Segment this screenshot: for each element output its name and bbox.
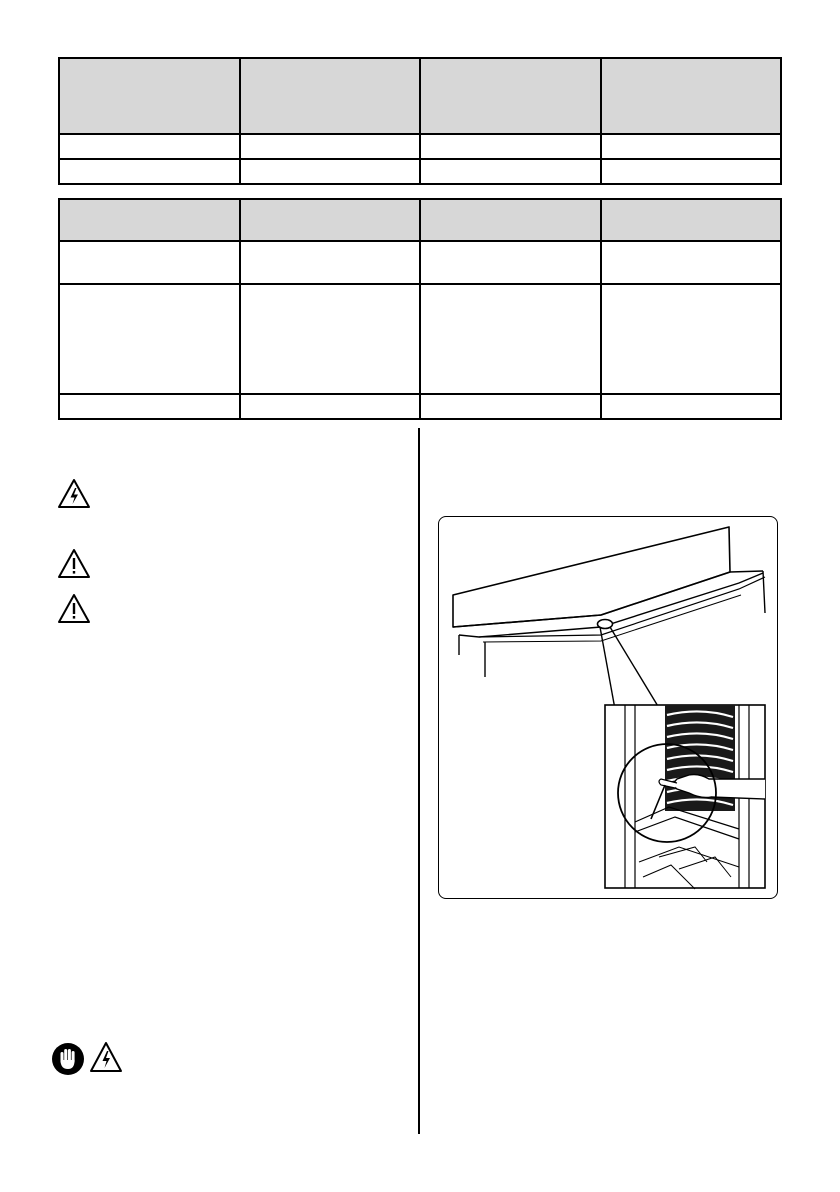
table-header-cell (59, 199, 240, 241)
spec-table-top (58, 57, 782, 185)
table-row (59, 241, 781, 284)
high-voltage-warning-icon (56, 477, 92, 510)
table-cell (59, 241, 240, 284)
table-cell (59, 159, 240, 184)
table-row (59, 284, 781, 394)
stop-hand-icon (49, 1041, 87, 1077)
drain-hole-drawing (439, 517, 778, 899)
table-cell (601, 284, 782, 394)
exclamation-warning-icon (56, 547, 92, 580)
table-header-cell (59, 58, 240, 134)
table-header-cell (601, 58, 782, 134)
table-cell (240, 134, 421, 159)
table-cell (59, 284, 240, 394)
column-divider (418, 428, 420, 1134)
table-cell (601, 159, 782, 184)
table-header-cell (240, 199, 421, 241)
table-cell (420, 241, 601, 284)
table-row (59, 134, 781, 159)
table-cell (240, 241, 421, 284)
spec-table-bottom (58, 198, 782, 420)
table-header-row (59, 199, 781, 241)
table-header-cell (601, 199, 782, 241)
table-cell (240, 284, 421, 394)
table-header-cell (240, 58, 421, 134)
table-cell (59, 394, 240, 419)
table-cell (59, 134, 240, 159)
table-row (59, 159, 781, 184)
exclamation-warning-icon (56, 592, 92, 625)
table-cell (240, 159, 421, 184)
table-header-cell (420, 199, 601, 241)
table-cell (420, 134, 601, 159)
table-cell (601, 134, 782, 159)
table-cell (601, 241, 782, 284)
table-header-cell (420, 58, 601, 134)
table-header-row (59, 58, 781, 134)
table-cell (420, 159, 601, 184)
table-cell (240, 394, 421, 419)
table-cell (420, 394, 601, 419)
table-row (59, 394, 781, 419)
drain-hole-illustration (438, 516, 778, 899)
high-voltage-warning-icon (88, 1040, 124, 1074)
table-cell (420, 284, 601, 394)
table-cell (601, 394, 782, 419)
